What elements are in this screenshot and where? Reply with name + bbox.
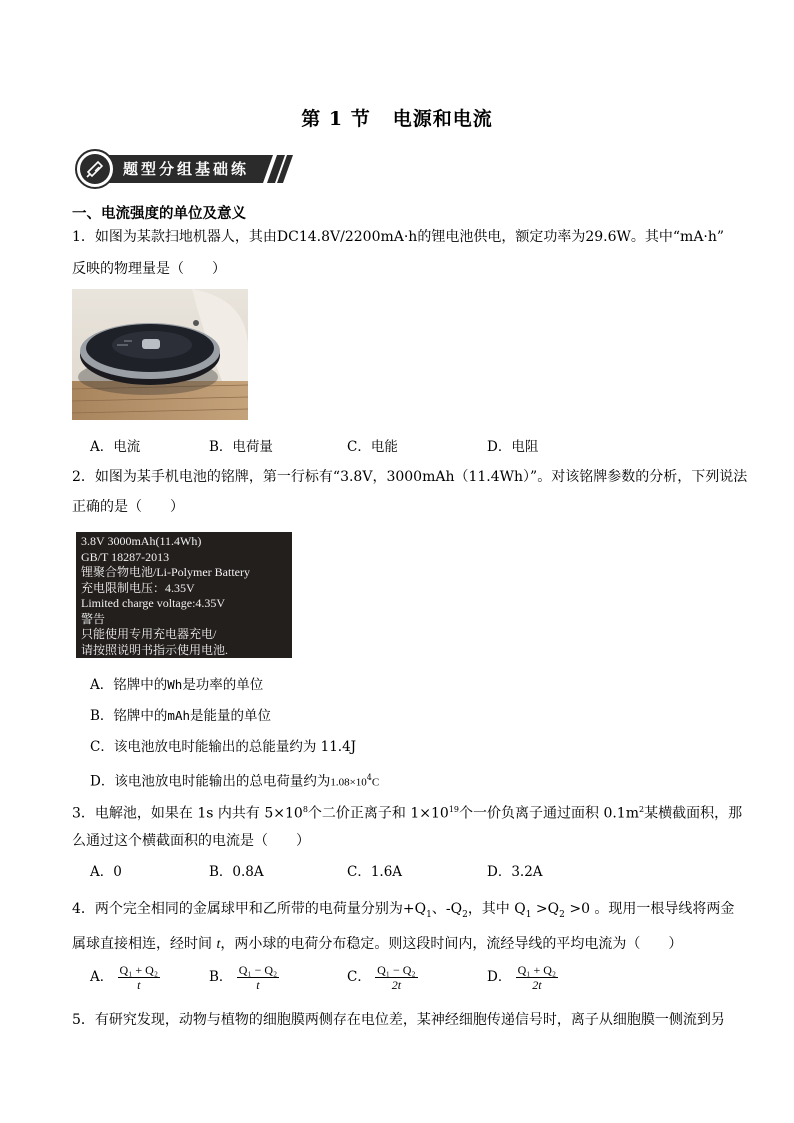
q4-option-b-label: B． bbox=[209, 969, 233, 985]
q3-text-d: 某横截面积，那 bbox=[644, 805, 743, 822]
title-part1: 第 1 节 bbox=[301, 108, 371, 130]
nameplate-line: 只能使用专用充电器充电/ bbox=[81, 627, 217, 641]
q2-option-a-unit: Wh bbox=[167, 677, 183, 692]
q2-option-b[interactable] bbox=[90, 706, 271, 726]
q4-option-c-label: C． bbox=[347, 969, 371, 985]
page-title bbox=[0, 104, 794, 131]
q3-option-b[interactable]: B．0.8A bbox=[209, 864, 264, 880]
nameplate-line: Limited charge voltage:4.35V bbox=[81, 596, 226, 610]
q4-stem-line2 bbox=[72, 934, 682, 955]
q2-option-a-text-end: 是功率的单位 bbox=[182, 677, 264, 693]
q2-stem-line1: 2．如图为某手机电池的铭牌，第一行标有“3.8V，3000mAh（11.4Wh）”。对该铭牌参数的分析，下列说法 bbox=[72, 469, 748, 485]
q4-text-e: >0 。现用一根导线将两金 bbox=[564, 901, 735, 917]
q2-option-d-exponent: 4 bbox=[366, 773, 372, 782]
nameplate-line: 警告 bbox=[81, 611, 106, 626]
q4-option-c[interactable] bbox=[347, 963, 418, 992]
q1-option-d[interactable]: D．电阻 bbox=[487, 439, 539, 455]
q4-option-b[interactable] bbox=[209, 963, 279, 992]
q4-text-d: >Q bbox=[531, 901, 560, 917]
fraction-denominator: t bbox=[256, 978, 260, 992]
q4-text-f: 属球直接相连，经时间 bbox=[72, 936, 217, 952]
q3-option-d[interactable]: D．3.2A bbox=[487, 864, 543, 880]
q4-option-a-label: A． bbox=[90, 969, 114, 985]
title-part2: 电源和电流 bbox=[392, 108, 493, 130]
q2-option-a-text: A．铭牌中的 bbox=[90, 677, 168, 693]
q4-sub: 2 bbox=[559, 909, 565, 920]
robot-vacuum-image bbox=[72, 289, 248, 420]
q3-text-b: 个二价正离子和 1×10 bbox=[307, 805, 449, 822]
q4-option-d-fraction bbox=[516, 963, 558, 992]
fraction-denominator: t bbox=[137, 978, 141, 992]
section-banner bbox=[75, 149, 295, 189]
fraction-numerator: Q₁ − Q₂ bbox=[377, 963, 416, 977]
q2-option-d[interactable] bbox=[90, 768, 379, 793]
q4-option-d-label: D． bbox=[487, 969, 512, 985]
q4-option-a-fraction bbox=[118, 963, 160, 992]
nameplate-line: 请按照说明书指示使用电池. bbox=[81, 642, 229, 657]
q2-option-d-text: D．该电池放电时能输出的总电荷量约为 bbox=[90, 773, 331, 790]
q1-option-a[interactable]: A．电流 bbox=[90, 439, 141, 455]
q2-option-b-unit: mAh bbox=[167, 708, 190, 723]
q3-text-a: 3．电解池，如果在 1s 内共有 5×10 bbox=[72, 805, 303, 822]
q3-stem-line2: 么通过这个横截面积的电流是（ ） bbox=[72, 833, 310, 849]
nameplate-line: 锂聚合物电池/Li-Polymer Battery bbox=[81, 565, 250, 579]
q4-sub: 2 bbox=[462, 909, 468, 920]
q4-time-var: t bbox=[216, 937, 221, 952]
fraction-denominator: 2t bbox=[391, 978, 402, 992]
q4-text-a: 4．两个完全相同的金属球甲和乙所带的电荷量分别为+Q bbox=[72, 901, 427, 917]
q2-option-c[interactable]: C．该电池放电时能输出的总能量约为 11.4J bbox=[90, 739, 357, 755]
battery-nameplate bbox=[76, 532, 292, 658]
nameplate-line: 3.8V 3000mAh(11.4Wh) bbox=[81, 534, 202, 548]
q3-exp-a: 8 bbox=[302, 805, 308, 814]
q2-option-b-text: B．铭牌中的 bbox=[90, 708, 168, 724]
q4-option-d[interactable] bbox=[487, 963, 558, 992]
q3-option-a[interactable]: A．0 bbox=[90, 864, 122, 880]
q4-sub: 1 bbox=[426, 909, 432, 920]
q3-exp-b: 19 bbox=[448, 805, 459, 814]
q4-option-b-fraction bbox=[237, 963, 279, 992]
q4-text-g: ，两小球的电荷分布稳定。则这段时间内，流经导线的平均电流为（ ） bbox=[220, 936, 683, 952]
q2-stem-line2: 正确的是（ ） bbox=[72, 499, 184, 515]
q1-option-c[interactable]: C．电能 bbox=[347, 439, 398, 455]
q1-stem-line1: 1．如图为某款扫地机器人，其由DC14.8V/2200mA·h的锂电池供电，额定功率为29.6W。其中“mA·h” bbox=[72, 229, 725, 245]
q2-option-b-text-end: 是能量的单位 bbox=[190, 708, 271, 724]
q2-option-d-value: 1.08×10 bbox=[330, 776, 367, 789]
nameplate-line: GB/T 18287-2013 bbox=[81, 549, 170, 564]
q2-option-a[interactable] bbox=[90, 675, 263, 695]
q3-exp-c: 2 bbox=[639, 805, 645, 814]
q4-sub: 1 bbox=[525, 909, 532, 920]
q1-stem-line2: 反映的物理量是（ ） bbox=[72, 261, 226, 277]
q3-stem-line1 bbox=[72, 800, 742, 824]
q4-stem-line1 bbox=[72, 899, 734, 925]
q1-option-b[interactable]: B．电荷量 bbox=[209, 439, 273, 455]
q4-text-c: ，其中 Q bbox=[467, 901, 526, 917]
q2-option-d-unit: C bbox=[371, 776, 380, 789]
nameplate-line: 充电限制电压：4.35V bbox=[81, 580, 195, 595]
banner-label: 题型分组基础练 bbox=[123, 160, 250, 178]
q5-stem-line1: 5．有研究发现，动物与植物的细胞膜两侧存在电位差，某神经细胞传递信号时，离子从细胞膜一侧流到另 bbox=[72, 1012, 725, 1028]
q3-text-c: 个一价负离子通过面积 0.1m bbox=[459, 805, 639, 822]
fraction-numerator: Q₁ + Q₂ bbox=[517, 963, 557, 977]
fraction-numerator: Q₁ + Q₂ bbox=[119, 963, 159, 977]
q4-text-b: 、-Q bbox=[431, 901, 463, 917]
q4-option-a[interactable] bbox=[90, 963, 160, 992]
q4-option-c-fraction bbox=[375, 963, 417, 992]
fraction-numerator: Q₁ − Q₂ bbox=[238, 963, 278, 977]
fraction-denominator: 2t bbox=[532, 978, 542, 992]
q3-option-c[interactable]: C．1.6A bbox=[347, 864, 403, 880]
section-heading: 一、电流强度的单位及意义 bbox=[72, 205, 246, 222]
